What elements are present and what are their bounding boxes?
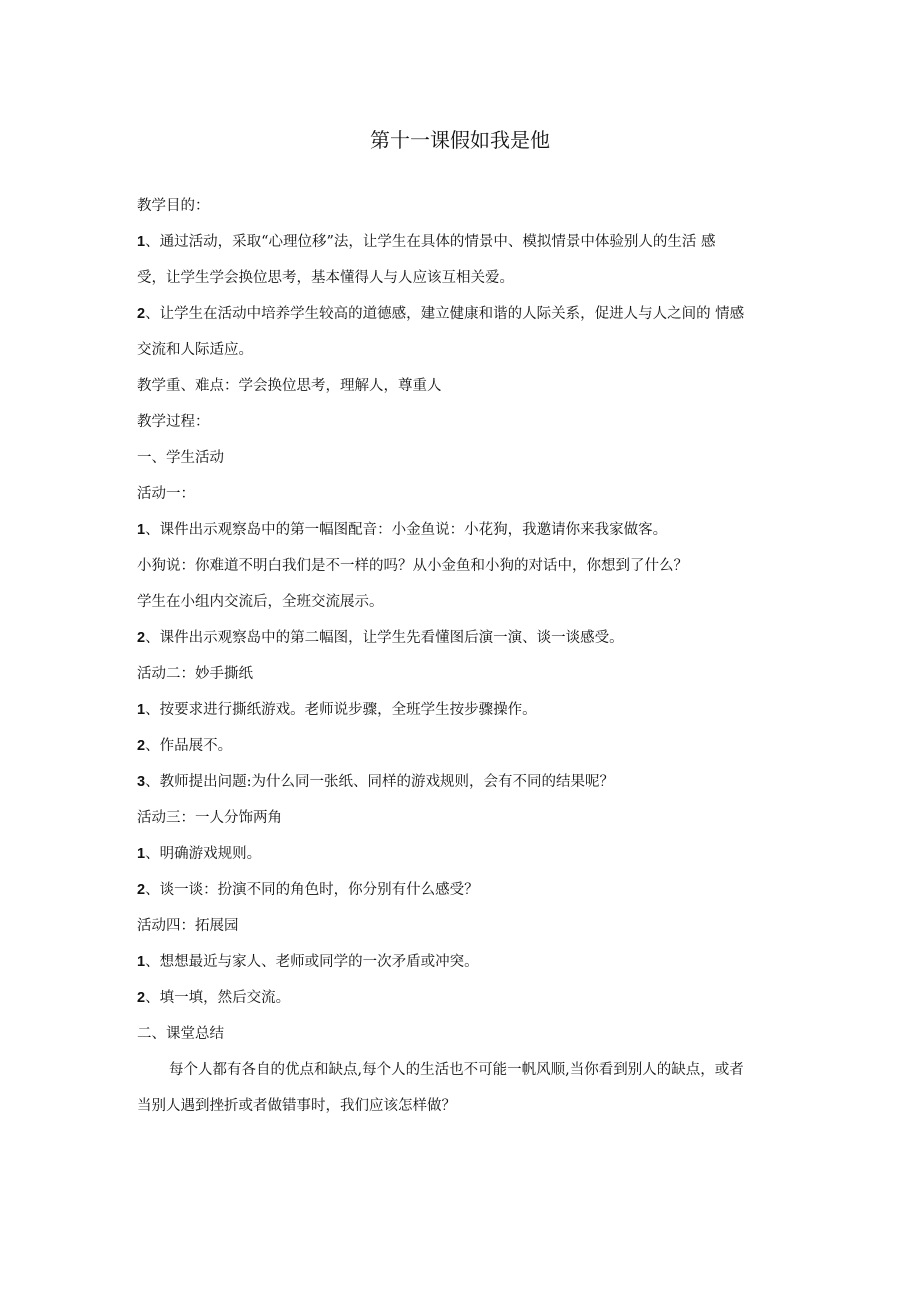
activity-3-item-2 — [137, 872, 797, 908]
item-number: 2 — [137, 882, 146, 898]
activity-2-heading: 活动二：妙手撕纸 — [137, 666, 253, 682]
activity-3-heading: 活动三：一人分饰两角 — [137, 810, 282, 826]
section-2-heading: 二、课堂总结 — [137, 1026, 224, 1042]
item-number: 2 — [137, 738, 146, 754]
activity-2-item-1 — [137, 692, 797, 728]
process-heading: 教学过程： — [137, 414, 210, 430]
item-text: 、课件出示观察岛中的第二幅图，让学生先看懂图后演一演、谈一谈感受。 — [145, 630, 624, 646]
activity-1-item-1 — [137, 512, 797, 548]
item-text: 、填一填，然后交流。 — [145, 990, 291, 1006]
key-points: 教学重、难点：学会换位思考，理解人，尊重人 — [137, 378, 442, 394]
activity-1-heading: 活动一： — [137, 486, 195, 502]
item-text: 、按要求进行撕纸游戏。老师说步骤，全班学生按步骤操作。 — [145, 702, 537, 718]
goal-2-number: 2 — [137, 306, 146, 322]
item-text: 、谈一谈：扮演不同的角色时，你分别有什么感受？ — [145, 882, 479, 898]
document-body — [137, 188, 797, 1124]
activity-4-item-1 — [137, 944, 797, 980]
activity-4-item-2 — [137, 980, 797, 1016]
item-text: 、明确游戏规则。 — [145, 846, 262, 862]
goal-1-line-1 — [137, 224, 797, 260]
goal-2-text: 、让学生在活动中培养学生较高的道德感，建立健康和谐的人际关系，促进人与人之间的 情感 — [145, 306, 745, 322]
goal-1-line-2: 受，让学生学会换位思考，基本懂得人与人应该互相关爱。 — [137, 270, 514, 286]
goal-2-line-2: 交流和人际适应。 — [137, 342, 253, 358]
item-text: 、教师提出问题:为什么同一张纸、同样的游戏规则，会有不同的结果呢？ — [145, 774, 614, 790]
item-number: 2 — [137, 990, 146, 1006]
activity-3-item-1 — [137, 836, 797, 872]
summary-line-2: 当别人遇到挫折或者做错事时，我们应该怎样做？ — [137, 1098, 456, 1114]
activity-2-item-3 — [137, 764, 797, 800]
goal-1-number: 1 — [137, 234, 146, 250]
item-number: 1 — [137, 954, 146, 970]
page-title: 第十一课假如我是他 — [370, 128, 550, 152]
item-number: 1 — [137, 846, 146, 862]
item-number: 1 — [137, 702, 146, 718]
item-text: 、想想最近与家人、老师或同学的一次矛盾或冲突。 — [145, 954, 479, 970]
item-text: 、课件出示观察岛中的第一幅图配音：小金鱼说：小花狗，我邀请你来我家做客。 — [145, 522, 668, 538]
item-number: 3 — [137, 774, 146, 790]
activity-1-discussion: 学生在小组内交流后，全班交流展示。 — [137, 594, 384, 610]
goals-heading: 教学目的： — [137, 198, 210, 214]
goal-2-line-1 — [137, 296, 797, 332]
summary-line-1: 每个人都有各自的优点和缺点,每个人的生活也不可能一帆风顺,当你看到别人的缺点，或者 — [169, 1062, 744, 1078]
activity-1-item-2 — [137, 620, 797, 656]
item-number: 1 — [137, 522, 146, 538]
section-1-heading: 一、学生活动 — [137, 450, 224, 466]
activity-2-item-2 — [137, 728, 797, 764]
goal-1-text: 、通过活动，采取“心理位移”法，让学生在具体的情景中、模拟情景中体验别人的生活 感 — [145, 234, 716, 250]
activity-4-heading: 活动四：拓展园 — [137, 918, 239, 934]
item-text: 、作品展不。 — [145, 738, 233, 754]
item-number: 2 — [137, 630, 146, 646]
activity-1-dog-line: 小狗说：你难道不明白我们是不一样的吗？从小金鱼和小狗的对话中，你想到了什么？ — [137, 558, 688, 574]
